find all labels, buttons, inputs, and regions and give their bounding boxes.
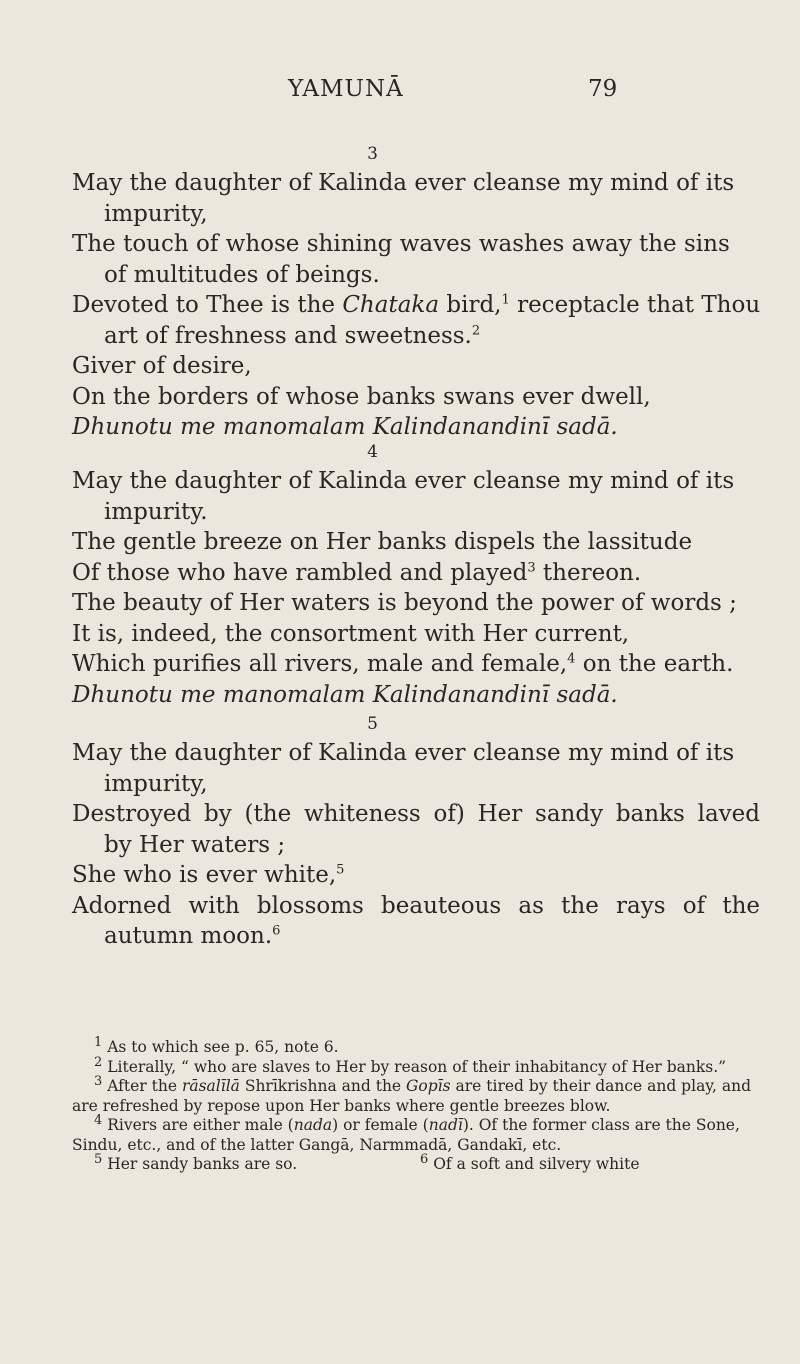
verse-line: Giver of desire, (72, 353, 252, 379)
footnote-italic: Gopīs (406, 1077, 451, 1095)
stanza-number: 4 (367, 442, 378, 462)
footnote-text: Her sandy banks are so. (107, 1155, 298, 1173)
verse-line: May the daughter of Kalinda ever cleanse my mind of its (72, 468, 735, 494)
running-head: YAMUNĀ (288, 76, 404, 102)
verse-line: The gentle breeze on Her banks dispels the lassitude (72, 529, 693, 555)
footnote-mark: 4 (94, 1112, 103, 1128)
page-header (0, 76, 800, 116)
verse-text: thereon. (535, 559, 642, 586)
footnote-text: Literally, “ who are slaves to Her by reason of their inhabitancy of Her banks.” (107, 1057, 727, 1076)
verse-line: May the daughter of Kalinda ever cleanse my mind of its (72, 170, 735, 196)
footnote-ref: 4 (567, 651, 576, 667)
verse-line: impurity, (104, 200, 208, 227)
footnote-ref: 2 (471, 322, 481, 338)
stanza (72, 168, 762, 443)
verse-line: The beauty of Her waters is beyond the power of words ; (72, 590, 737, 616)
footnote-italic: nadī (428, 1116, 463, 1134)
verse-text: on the earth. (575, 651, 734, 677)
verse-text: Devoted to Thee is the (72, 292, 343, 318)
stanza-number: 3 (367, 144, 378, 164)
verse-text: She who is ever white, (72, 862, 337, 888)
refrain-line: Dhunotu me manomalam Kalindanandinī sadā. (72, 414, 618, 440)
verse-text: autumn moon. (104, 923, 273, 949)
footnote-text: Of a soft and silvery white (433, 1155, 640, 1173)
verse-text: Of those who have rambled and played (72, 559, 528, 586)
footnote-text: ). Of the former class are the Sone, Sindu, etc., and of the latter Gangā, Narmmadā, Gandakī, etc. (72, 1116, 740, 1154)
footnote-5 (72, 1151, 394, 1175)
verse-line: Destroyed by (the whiteness of) Her sandy banks laved (72, 801, 760, 827)
verse-line: May the daughter of Kalinda ever cleanse my mind of its (72, 740, 735, 766)
footnote-ref: 1 (501, 292, 510, 308)
verse-line: On the borders of whose banks swans ever dwell, (72, 383, 651, 410)
footnote-mark: 6 (420, 1151, 429, 1167)
verse-line: of multitudes of beings. (104, 261, 380, 288)
page-number: 79 (588, 76, 618, 102)
footnote-mark: 1 (94, 1034, 103, 1050)
verse-line (72, 321, 762, 352)
verse-line: It is, indeed, the consortment with Her current, (72, 620, 630, 647)
footnote-mark: 5 (94, 1151, 103, 1167)
stanza (72, 738, 762, 952)
verse-text: Which purifies all rivers, male and female, (72, 651, 568, 677)
verse-line (72, 290, 762, 321)
footnote-text: ) or female ( (332, 1116, 429, 1134)
verse-text: receptacle that Thou (509, 292, 761, 318)
footnote-mark: 3 (94, 1073, 103, 1089)
footnote-ref: 5 (336, 862, 345, 878)
footnote-text: are tired by their dance and play, and are refreshed by repose upon Her banks where gentle breezes blow. (72, 1077, 752, 1115)
footnote-4 (72, 1112, 762, 1155)
footnote-text: As to which see p. 65, note 6. (107, 1038, 339, 1056)
footnote-text: After the (107, 1077, 182, 1095)
footnote-1 (72, 1034, 762, 1058)
footnote-text: Rivers are either male ( (107, 1116, 294, 1134)
footnotes (72, 1034, 762, 1175)
verse-line: impurity, (104, 770, 208, 797)
footnote-italic: nada (293, 1116, 333, 1134)
verse-text: bird, (439, 292, 502, 318)
verse-line: by Her waters ; (104, 831, 286, 858)
verse-italic: Chataka (342, 292, 440, 318)
footnote-5-6 (72, 1151, 762, 1175)
refrain-line: Dhunotu me manomalam Kalindanandinī sadā. (72, 681, 618, 708)
footnote-6 (394, 1151, 640, 1175)
verse-text: art of freshness and sweetness. (104, 322, 472, 349)
footnote-ref: 3 (527, 559, 536, 575)
footnote-italic: rāsalīlā (181, 1077, 240, 1095)
verse-line (72, 649, 762, 680)
stanza-number: 5 (367, 714, 378, 734)
verse-line (72, 860, 762, 891)
verse-line: The touch of whose shining waves washes away the sins (72, 231, 730, 257)
verse-line: impurity. (104, 498, 208, 525)
verse-line (72, 558, 762, 589)
footnote-3 (72, 1073, 762, 1116)
verse-line: Adorned with blossoms beauteous as the rays of the (72, 892, 760, 919)
footnote-ref: 6 (272, 923, 281, 939)
footnote-2 (72, 1054, 762, 1078)
stanza (72, 466, 762, 710)
footnote-mark: 2 (94, 1054, 103, 1070)
footnote-text: Shrīkrishna and the (239, 1077, 407, 1095)
verse-line (72, 921, 762, 952)
